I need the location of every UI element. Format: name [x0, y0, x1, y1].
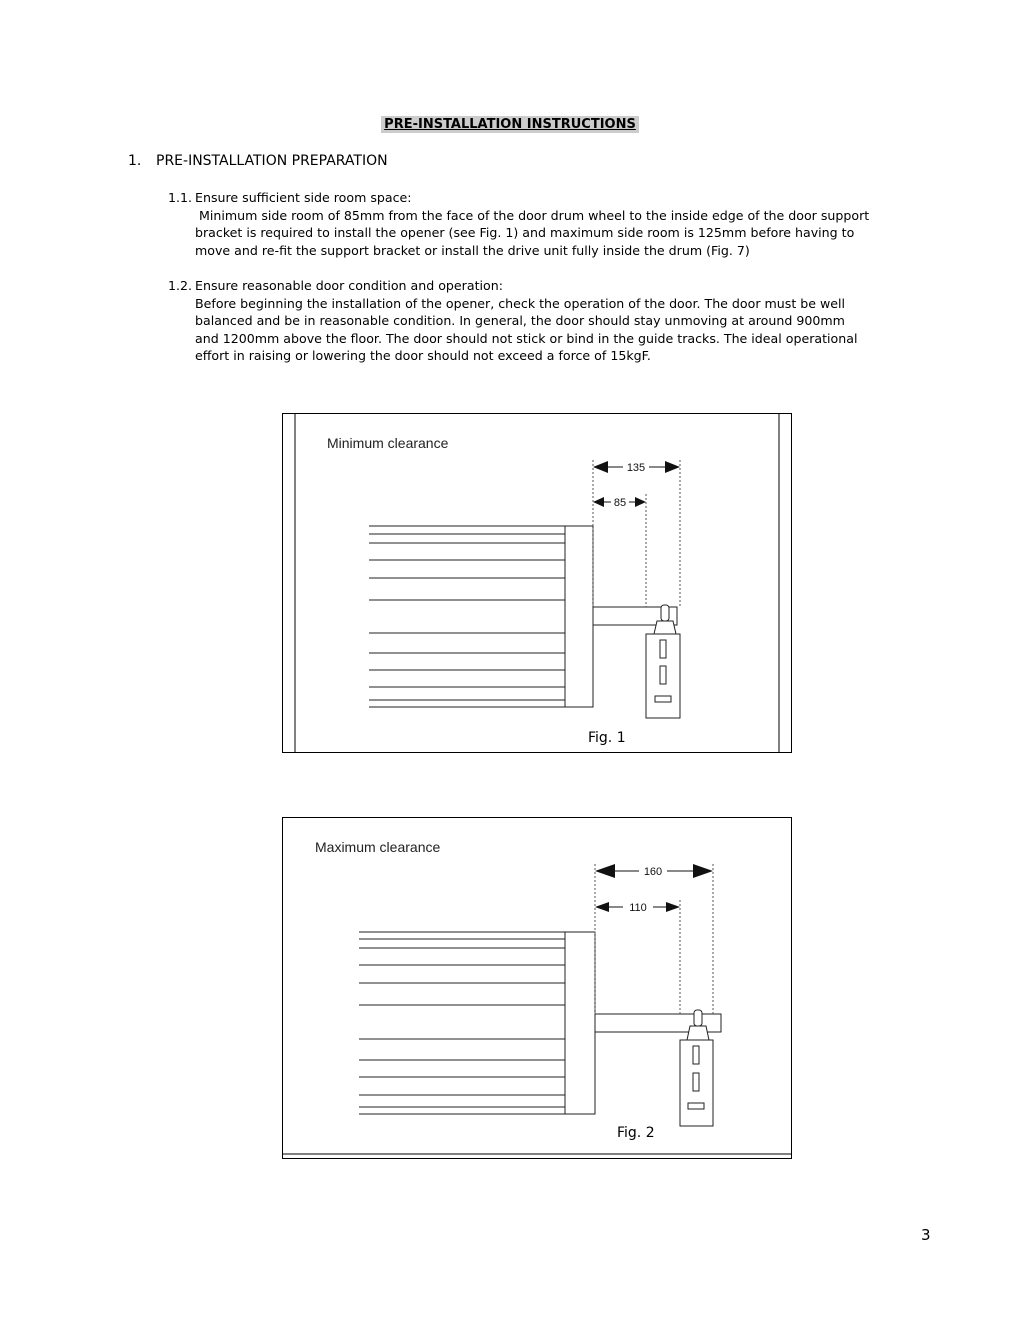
section-heading-text: PRE-INSTALLATION PREPARATION — [156, 153, 388, 169]
door-slats — [359, 932, 565, 1114]
dimension-inner-label: 110 — [629, 902, 647, 914]
body-line: Before beginning the installation of the opener, check the operation of the door. The door must be well — [195, 295, 846, 311]
subsection-number: 1.2. — [168, 278, 193, 293]
dimension-guides — [595, 864, 713, 1014]
subsection-heading: Ensure sufficient side room space: — [195, 190, 412, 205]
body-line: move and re-fit the support bracket or install the drive unit fully inside the drum (Fig. 7) — [195, 242, 750, 258]
body-line: effort in raising or lowering the door should not exceed a force of 15kgF. — [195, 348, 651, 363]
figure-heading: Minimum clearance — [327, 435, 449, 451]
figure-2 — [282, 817, 792, 1159]
dimension-inner — [593, 497, 646, 509]
page-title-text: PRE-INSTALLATION INSTRUCTIONS — [381, 116, 639, 133]
body-line: balanced and be in reasonable condition. In general, the door should stay unmoving at around 900mm — [195, 313, 845, 328]
drum-wheel — [565, 526, 593, 707]
subsection-1-1 — [168, 189, 928, 259]
subsection-1-2 — [168, 277, 928, 365]
figure-heading: Maximum clearance — [315, 839, 441, 855]
opener-coupling — [694, 1010, 702, 1026]
section-heading — [128, 153, 388, 169]
dimension-outer-label: 135 — [626, 462, 646, 474]
page-number: 3 — [921, 1226, 931, 1244]
figure-caption: Fig. 1 — [588, 730, 626, 746]
figure-1-drawing — [283, 414, 791, 752]
body-line: Minimum side room of 85mm from the face of the door drum wheel to the inside edge of the door support — [195, 207, 870, 223]
opener-coupling — [661, 605, 669, 621]
subsection-body — [195, 295, 928, 365]
drum-wheel — [565, 932, 595, 1114]
page-title — [0, 113, 1020, 133]
figure-2-drawing — [283, 818, 791, 1158]
dimension-inner — [595, 902, 680, 914]
subsection-heading: Ensure reasonable door condition and operation: — [195, 278, 503, 293]
figure-1 — [282, 413, 792, 753]
section-number: 1. — [128, 153, 142, 169]
body-line: and 1200mm above the floor. The door should not stick or bind in the guide tracks. The ideal operational — [195, 330, 858, 346]
door-slats — [369, 526, 565, 707]
dimension-outer — [595, 864, 713, 878]
dimension-guides — [593, 460, 680, 607]
subsection-body — [195, 207, 928, 260]
dimension-outer — [593, 461, 680, 474]
figure-caption: Fig. 2 — [617, 1125, 655, 1141]
dimension-inner-label: 85 — [613, 497, 627, 509]
subsection-number: 1.1. — [168, 190, 193, 205]
dimension-outer-label: 160 — [643, 866, 663, 878]
body-line: bracket is required to install the opener (see Fig. 1) and maximum side room is 125mm before having to — [195, 225, 855, 240]
